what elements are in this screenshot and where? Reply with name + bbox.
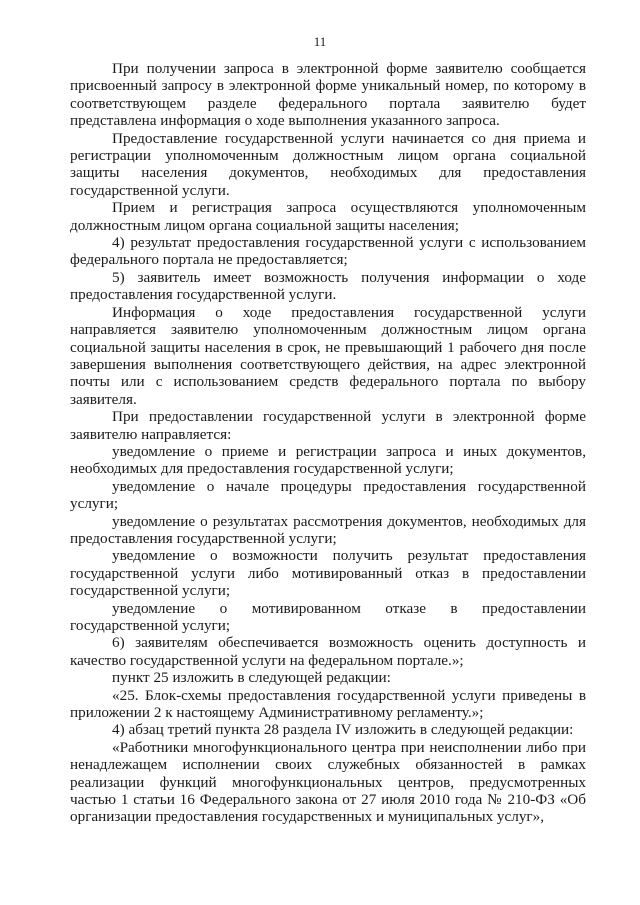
paragraph: 6) заявителям обеспечивается возможность оценить доступность и качество государственной услуги на федеральном портале.»; xyxy=(70,634,586,669)
paragraph: уведомление о результатах рассмотрения документов, необходимых для предоставления государственной услуги; xyxy=(70,512,586,547)
page-number: 11 xyxy=(313,34,327,49)
paragraph: Предоставление государственной услуги начинается со дня приема и регистрации уполномоченным должностным лицом органа социальной защиты населения документов, необходимых для предоставления государственной услуги. xyxy=(70,129,586,199)
paragraph: уведомление о начале процедуры предоставления государственной услуги; xyxy=(70,477,586,513)
paragraph: Информация о ходе предоставления государственной услуги направляется заявителю уполномоченным должностным лицом органа социальной защиты населения в срок, не превышающий 1 рабочего дня после завершения выполнения соответствующего действия, на адрес электронной почты или с использованием средств федерального портала по выбору заявителя. xyxy=(70,303,586,408)
document-body xyxy=(70,60,586,826)
paragraph: пункт 25 изложить в следующей редакции: xyxy=(112,669,391,687)
paragraph: При предоставлении государственной услуги в электронной форме заявителю направляется: xyxy=(70,408,586,443)
paragraph: 4) результат предоставления государственной услуги с использованием федерального портала не предоставляется; xyxy=(70,234,586,269)
paragraph: уведомление о мотивированном отказе в предоставлении государственной услуги; xyxy=(70,599,586,634)
paragraph: уведомление о приеме и регистрации запроса и иных документов, необходимых для предоставления государственной услуги; xyxy=(70,442,586,478)
paragraph: При получении запроса в электронной форме заявителю сообщается присвоенный запросу в электронной форме уникальный номер, по которому в соответствующем разделе федерального портала заявителю будет представлена информация о ходе выполнения указанного запроса. xyxy=(70,60,586,130)
paragraph: уведомление о возможности получить результат предоставления государственной услуги либо мотивированный отказ в предоставлении государственной услуги; xyxy=(70,547,586,600)
paragraph: «Работники многофункционального центра при неисполнении либо при ненадлежащем исполнении своих служебных обязанностей в рамках реализации функций многофункциональных центров, предусмотренных частью 1 статьи 16 Федерального закона от 27 июля 2010 года № 210-ФЗ «Об организации предоставления государственных и муниципальных услуг», xyxy=(70,738,586,826)
paragraph: «25. Блок-схемы предоставления государственной услуги приведены в приложении 2 к настоящему Административному регламенту.»; xyxy=(70,686,586,722)
paragraph: 5) заявитель имеет возможность получения информации о ходе предоставления государственной услуги. xyxy=(70,268,586,304)
paragraph: Прием и регистрация запроса осуществляются уполномоченным должностным лицом органа социальной защиты населения; xyxy=(70,199,586,234)
paragraph: 4) абзац третий пункта 28 раздела IV изложить в следующей редакции: xyxy=(112,721,574,739)
